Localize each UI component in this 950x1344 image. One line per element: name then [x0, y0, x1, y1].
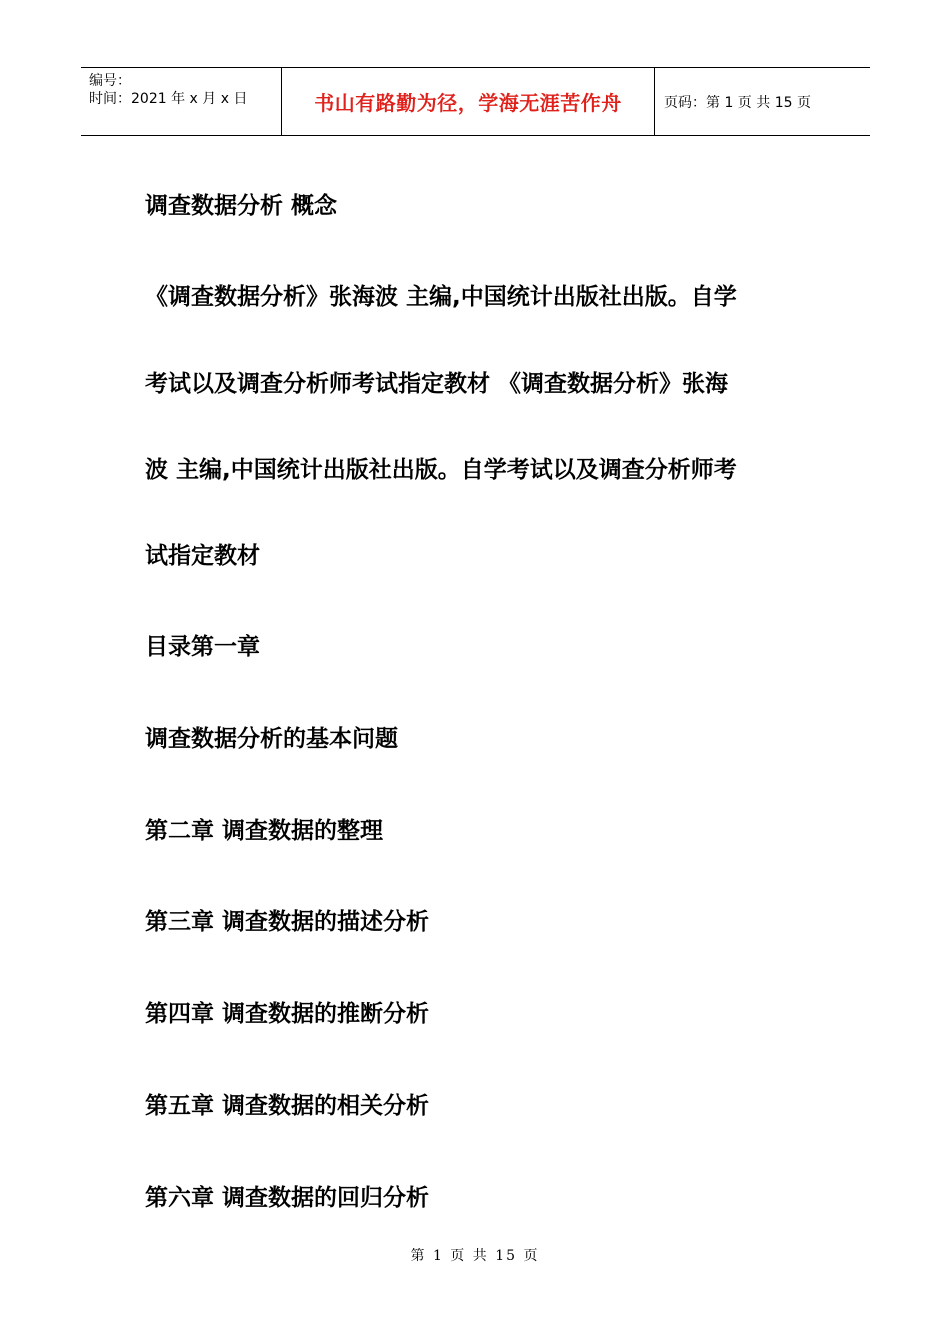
toc-item: 第五章 调查数据的相关分析 — [145, 1093, 430, 1119]
paragraph-line: 试指定教材 — [145, 543, 260, 569]
toc-item: 第三章 调查数据的描述分析 — [145, 909, 430, 935]
paragraph-line: 《调查数据分析》张海波 主编,中国统计出版社出版。自学 — [145, 284, 737, 310]
time-label: 时间：2021 年 x 月 x 日 — [89, 91, 248, 107]
toc-item: 第四章 调查数据的推断分析 — [145, 1001, 430, 1027]
header-motto: 书山有路勤为径，学海无涯苦作舟 — [282, 68, 655, 135]
document-header — [81, 67, 870, 136]
number-label: 编号： — [89, 73, 131, 89]
page-footer: 第 1 页 共 15 页 — [410, 1248, 540, 1264]
header-meta — [81, 68, 282, 135]
header-page-info: 页码：第 1 页 共 15 页 — [664, 94, 811, 111]
toc-item: 调查数据分析的基本问题 — [145, 726, 398, 752]
doc-title: 调查数据分析 概念 — [145, 193, 338, 219]
paragraph-line: 考试以及调查分析师考试指定教材 《调查数据分析》张海 — [145, 371, 729, 397]
toc-item: 第二章 调查数据的整理 — [145, 818, 384, 844]
paragraph-line: 波 主编,中国统计出版社出版。自学考试以及调查分析师考 — [145, 457, 737, 483]
toc-item: 第六章 调查数据的回归分析 — [145, 1185, 430, 1211]
toc-heading: 目录第一章 — [145, 634, 260, 660]
